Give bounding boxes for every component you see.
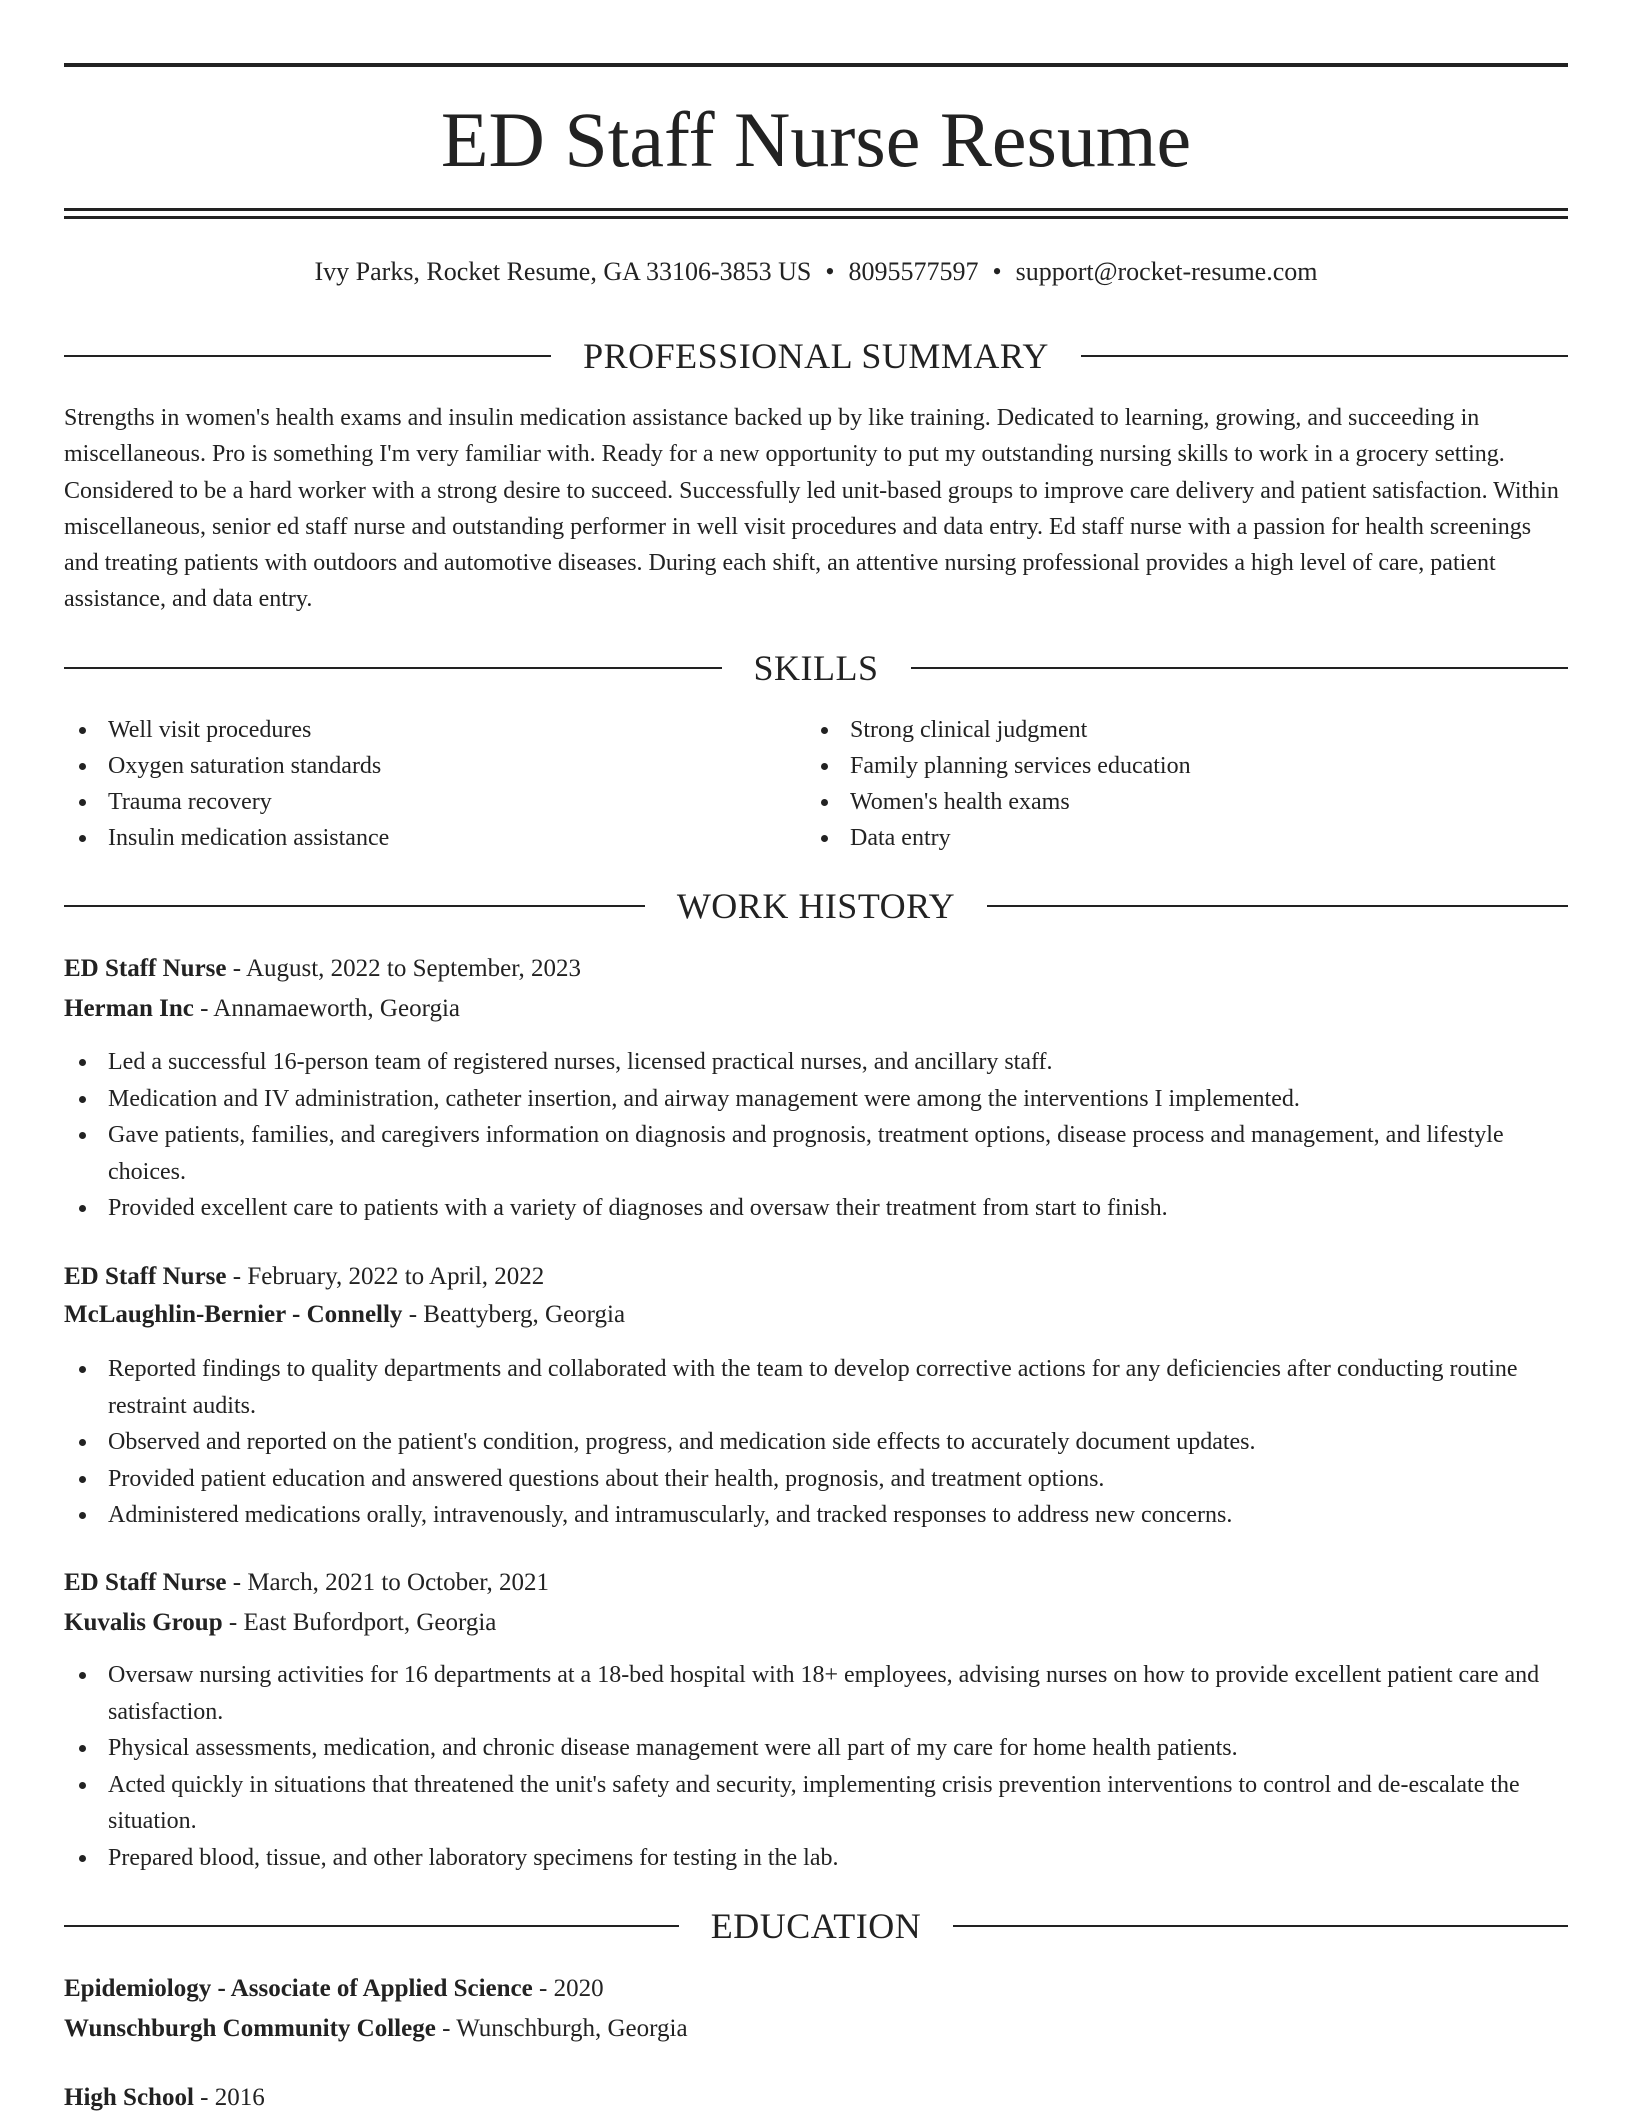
summary-text: Strengths in women's health exams and insulin medication assistance backed up by like training. Dedicated to learning, growing, and succeeding in miscellaneous. Pro is something I'm very familiar with. Ready for a new opportunity to put my outstanding nursing skills to work in a grocery setting. Considered to be a hard worker with a strong desire to succeed. Successfully led unit-based groups to improve care delivery and patient satisfaction. Within miscellaneous, senior ed staff nurse and outstanding performer in well visit procedures and data entry. Ed staff nurse with a passion for health screenings and treating patients with outdoors and automotive diseases. During each shift, an attentive nursing professional provides a high level of care, patient assistance, and data entry. [64, 405, 1559, 613]
job-dates: - February, 2022 to April, 2022 [226, 1263, 545, 1290]
job-bullets [64, 1657, 1568, 1876]
contact-email[interactable]: support@rocket-resume.com [1015, 257, 1318, 286]
section-title: SKILLS [753, 648, 879, 688]
job-bullet: Physical assessments, medication, and chronic disease management were all part of my care for home health patients. [64, 1730, 1568, 1767]
job-title-line [64, 1567, 1568, 1599]
education-degree-line [64, 2082, 1568, 2114]
skill-item: Well visit procedures [64, 712, 764, 748]
heading-rule [64, 1925, 679, 1927]
education-degree: Epidemiology - Associate of Applied Science [64, 1975, 533, 2002]
skills-list-right [806, 712, 1506, 856]
job-bullet: Gave patients, families, and caregivers information on diagnosis and prognosis, treatment options, disease process and management, and lifestyle choices. [64, 1117, 1568, 1190]
job-location: - East Bufordport, Georgia [222, 1609, 497, 1636]
job-bullet: Observed and reported on the patient's condition, progress, and medication side effects to accurately document updates. [64, 1424, 1568, 1461]
heading-rule [911, 667, 1569, 669]
skill-item: Oxygen saturation standards [64, 748, 764, 784]
education-year: - 2016 [193, 2084, 265, 2111]
education-year: - 2020 [532, 1975, 604, 2002]
job-bullet: Prepared blood, tissue, and other laboratory specimens for testing in the lab. [64, 1840, 1568, 1877]
section-title: PROFESSIONAL SUMMARY [583, 336, 1049, 376]
header-double-rule-lower [64, 216, 1568, 219]
job-company-line [64, 1607, 1568, 1639]
job-dates: - August, 2022 to September, 2023 [226, 955, 582, 982]
job-title-line [64, 953, 1568, 985]
education-degree-line [64, 1973, 1568, 2005]
job-bullet: Provided excellent care to patients with a variety of diagnoses and oversaw their treatment from start to finish. [64, 1190, 1568, 1227]
education-school-line [64, 2013, 1568, 2045]
contact-phone: 8095577597 [848, 257, 979, 286]
header-double-rule-upper [64, 208, 1568, 211]
contact-separator: • [825, 257, 835, 286]
job-company-line [64, 1299, 1568, 1331]
job-title: ED Staff Nurse [64, 955, 227, 982]
skill-item: Trauma recovery [64, 784, 764, 820]
job-company: McLaughlin-Bernier - Connelly [64, 1301, 403, 1328]
job-bullet: Medication and IV administration, catheter insertion, and airway management were among the interventions I implemented. [64, 1081, 1568, 1118]
education-school: Wunschburgh Community College [64, 2015, 436, 2042]
job-bullet: Led a successful 16-person team of registered nurses, licensed practical nurses, and ancillary staff. [64, 1044, 1568, 1081]
heading-rule [64, 905, 645, 907]
job-title: ED Staff Nurse [64, 1569, 227, 1596]
skill-item: Strong clinical judgment [806, 712, 1506, 748]
section-title: WORK HISTORY [676, 886, 956, 926]
job-bullets [64, 1044, 1568, 1227]
job-title-line [64, 1261, 1568, 1293]
contact-separator: • [992, 257, 1002, 286]
job-bullet: Administered medications orally, intravenously, and intramuscularly, and tracked responses to address new concerns. [64, 1497, 1568, 1534]
job-title: ED Staff Nurse [64, 1263, 227, 1290]
job-location: - Beattyberg, Georgia [402, 1301, 626, 1328]
job-bullet: Provided patient education and answered questions about their health, prognosis, and treatment options. [64, 1461, 1568, 1498]
education-degree: High School [64, 2084, 194, 2111]
heading-rule [987, 905, 1568, 907]
job-dates: - March, 2021 to October, 2021 [226, 1569, 550, 1596]
job-company: Herman Inc [64, 995, 194, 1022]
section-title: EDUCATION [710, 1906, 922, 1946]
page-title: ED Staff Nurse Resume [440, 96, 1192, 183]
job-company-line [64, 993, 1568, 1025]
job-bullets [64, 1351, 1568, 1534]
skills-list-left [64, 712, 764, 856]
job-bullet: Acted quickly in situations that threatened the unit's safety and security, implementing crisis prevention interventions to control and de-escalate the situation. [64, 1767, 1568, 1840]
job-bullet: Reported findings to quality departments and collaborated with the team to develop corrective actions for any deficiencies after conducting routine restraint audits. [64, 1351, 1568, 1424]
job-company: Kuvalis Group [64, 1609, 223, 1636]
education-location: - Wunschburgh, Georgia [435, 2015, 688, 2042]
skill-item: Family planning services education [806, 748, 1506, 784]
skill-item: Data entry [806, 820, 1506, 856]
heading-rule [1081, 355, 1568, 357]
header-top-rule [64, 63, 1568, 67]
skill-item: Women's health exams [806, 784, 1506, 820]
job-bullet: Oversaw nursing activities for 16 departments at a 18-bed hospital with 18+ employees, advising nurses on how to provide excellent patient care and satisfaction. [64, 1657, 1568, 1730]
job-location: - Annamaeworth, Georgia [193, 995, 460, 1022]
contact-line [64, 256, 1568, 288]
section-heading-work [64, 884, 1568, 928]
section-heading-skills [64, 646, 1568, 690]
skill-item: Insulin medication assistance [64, 820, 764, 856]
heading-rule [953, 1925, 1568, 1927]
section-heading-education [64, 1904, 1568, 1948]
heading-rule [64, 667, 722, 669]
contact-address: Ivy Parks, Rocket Resume, GA 33106-3853 US [314, 257, 812, 286]
section-heading-summary [64, 334, 1568, 378]
heading-rule [64, 355, 551, 357]
